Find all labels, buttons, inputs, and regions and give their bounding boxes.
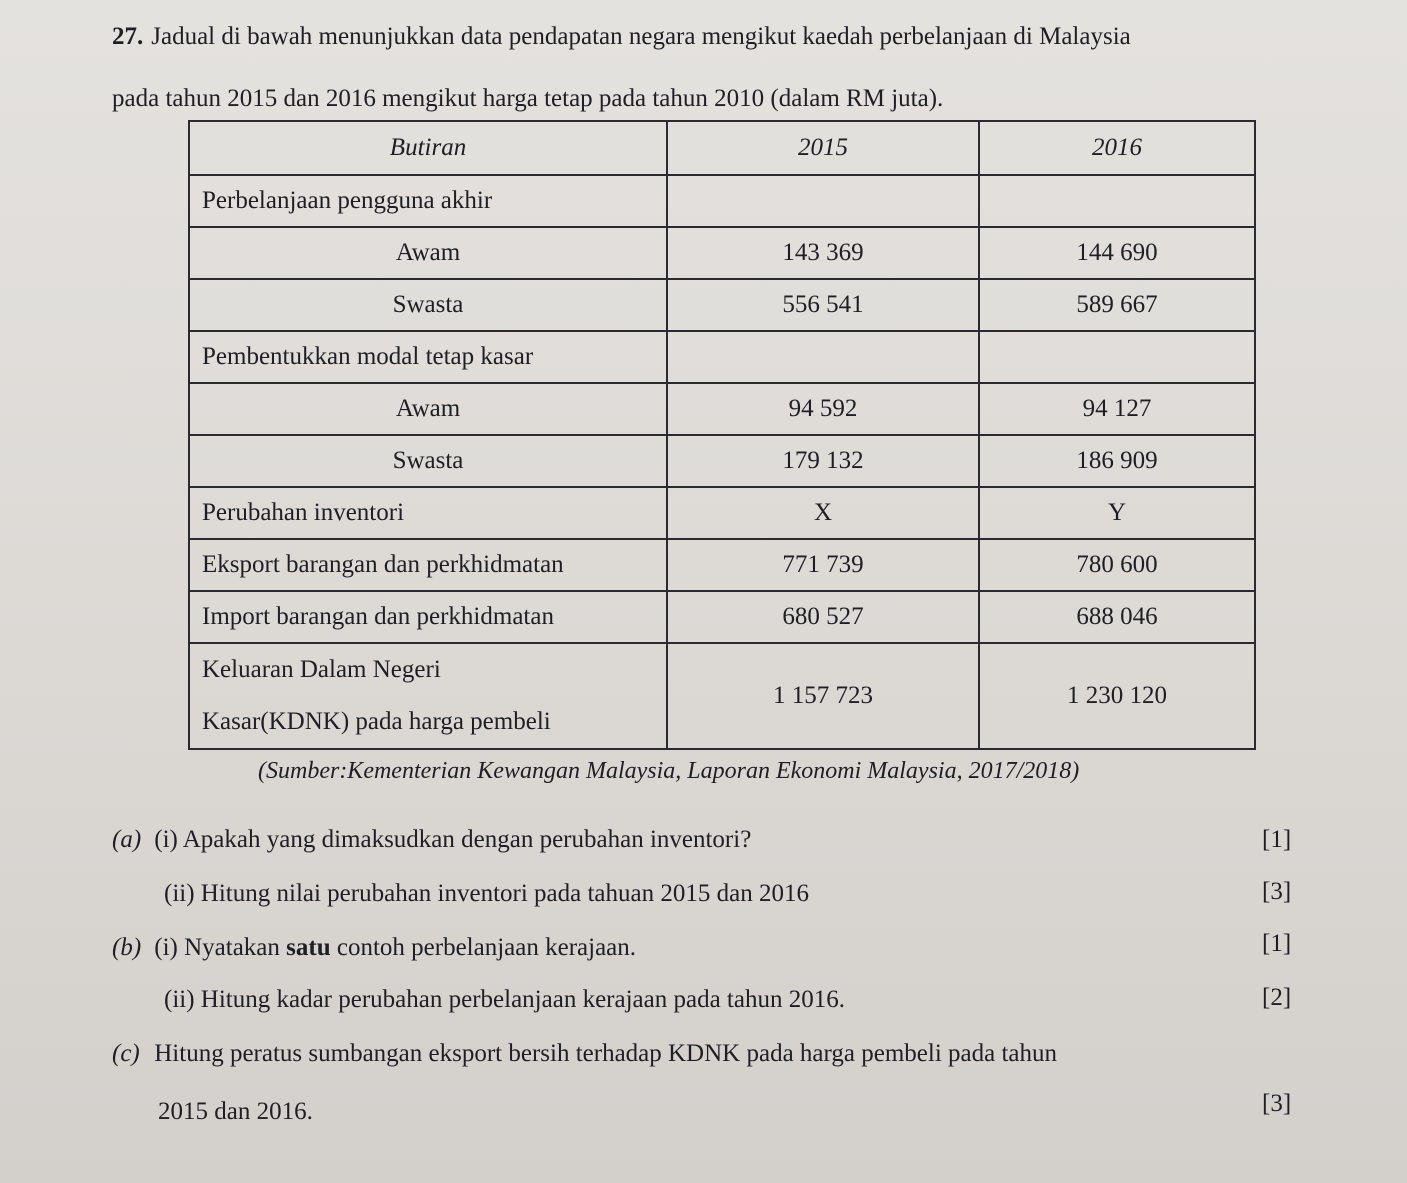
value-2016: 589 667 xyxy=(979,279,1255,331)
part-text: Hitung kadar perubahan perbelanjaan kerajaan pada tahun 2016. xyxy=(200,986,845,1013)
row-label: Keluaran Dalam Negeri Kasar(KDNK) pada harga pembeli xyxy=(189,643,667,749)
row-label: Import barangan dan perkhidmatan xyxy=(189,591,667,643)
table-row xyxy=(189,227,1255,279)
row-label: Swasta xyxy=(189,279,667,331)
question-intro-line1: 27. Jadual di bawah menunjukkan data pendapatan negara mengikut kaedah perbelanjaan di Malaysia xyxy=(112,23,1131,50)
table-row xyxy=(189,487,1255,539)
value-2015: 1 157 723 xyxy=(667,643,979,749)
value-2016: 1 230 120 xyxy=(979,643,1255,749)
row-label: Perubahan inventori xyxy=(189,487,667,539)
marks: [1] xyxy=(1262,826,1292,853)
value-2015 xyxy=(667,175,979,227)
marks: [1] xyxy=(1262,930,1292,957)
income-expenditure-table xyxy=(188,120,1256,750)
row-label: Awam xyxy=(189,383,667,435)
value-2015: 179 132 xyxy=(667,435,979,487)
header-2015: 2015 xyxy=(667,121,979,175)
value-2015: X xyxy=(667,487,979,539)
value-2015: 556 541 xyxy=(667,279,979,331)
value-2016: 94 127 xyxy=(979,383,1255,435)
table-header-row xyxy=(189,121,1255,175)
marks: [3] xyxy=(1262,878,1292,905)
header-2016: 2016 xyxy=(979,121,1255,175)
row-label: Eksport barangan dan perkhidmatan xyxy=(189,539,667,591)
part-text: Hitung nilai perubahan inventori pada tahuan 2015 dan 2016 xyxy=(200,880,809,907)
table-source: (Sumber:Kementerian Kewangan Malaysia, Laporan Ekonomi Malaysia, 2017/2018) xyxy=(258,758,1080,784)
row-label: Swasta xyxy=(189,435,667,487)
part-label: (c) xyxy=(112,1040,140,1067)
part-b-i: (b) (i) Nyatakan satu contoh perbelanjaan kerajaan. xyxy=(112,934,637,961)
sub-label: (ii) xyxy=(164,986,195,1013)
row-label: Pembentukkan modal tetap kasar xyxy=(189,331,667,383)
value-2016 xyxy=(979,175,1255,227)
header-butiran: Butiran xyxy=(189,121,667,175)
table-row xyxy=(189,279,1255,331)
part-text: Apakah yang dimaksudkan dengan perubahan inventori? xyxy=(182,826,752,853)
sub-label: (i) xyxy=(154,934,178,961)
part-label: (a) xyxy=(112,826,142,853)
question-intro-line2: pada tahun 2015 dan 2016 mengikut harga tetap pada tahun 2010 (dalam RM juta). xyxy=(112,85,944,112)
value-2015 xyxy=(667,331,979,383)
table-row-kdnk xyxy=(189,643,1255,749)
row-label: Perbelanjaan pengguna akhir xyxy=(189,175,667,227)
row-label: Awam xyxy=(189,227,667,279)
value-2016: 688 046 xyxy=(979,591,1255,643)
table-row xyxy=(189,591,1255,643)
value-2016: 780 600 xyxy=(979,539,1255,591)
table-row xyxy=(189,435,1255,487)
value-2015: 94 592 xyxy=(667,383,979,435)
marks: [2] xyxy=(1262,984,1292,1011)
marks: [3] xyxy=(1262,1090,1292,1117)
part-b-ii xyxy=(164,986,845,1014)
part-label: (b) xyxy=(112,934,142,961)
table-row xyxy=(189,175,1255,227)
value-2015: 771 739 xyxy=(667,539,979,591)
question-number: 27. xyxy=(112,23,144,50)
part-c-line2: 2015 dan 2016. xyxy=(158,1098,313,1125)
value-2016: 186 909 xyxy=(979,435,1255,487)
value-2016 xyxy=(979,331,1255,383)
value-2015: 143 369 xyxy=(667,227,979,279)
emphasis-word: satu xyxy=(286,934,331,961)
part-c xyxy=(112,1040,1057,1068)
part-a-ii xyxy=(164,880,809,908)
sub-label: (i) xyxy=(154,826,178,853)
table-row xyxy=(189,539,1255,591)
table-row xyxy=(189,331,1255,383)
part-a-i xyxy=(112,826,751,854)
table-row xyxy=(189,383,1255,435)
value-2015: 680 527 xyxy=(667,591,979,643)
value-2016: Y xyxy=(979,487,1255,539)
value-2016: 144 690 xyxy=(979,227,1255,279)
part-text: Hitung peratus sumbangan eksport bersih terhadap KDNK pada harga pembeli pada tahun xyxy=(154,1040,1057,1067)
sub-label: (ii) xyxy=(164,880,195,907)
